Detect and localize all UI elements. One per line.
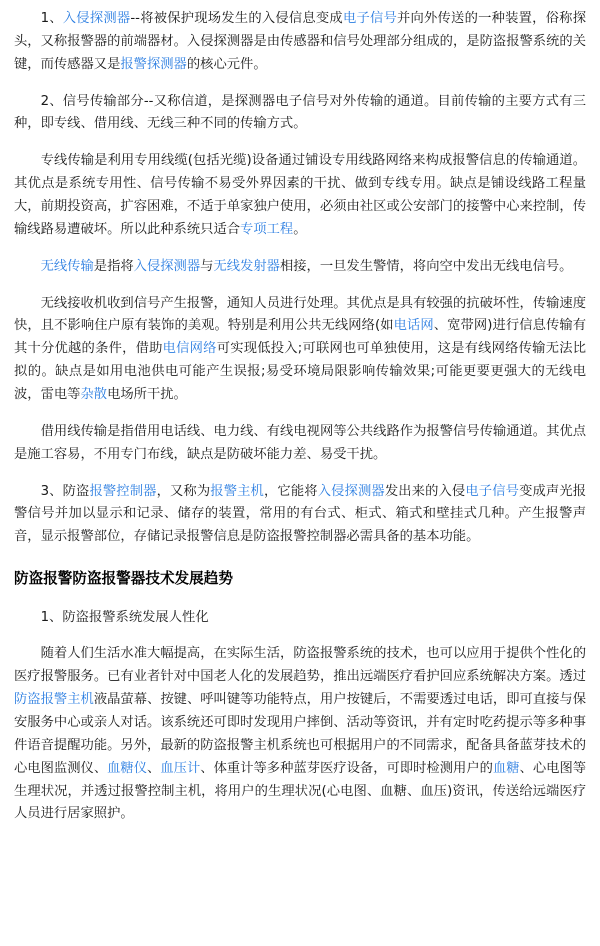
- p3-dedicated-line: [14, 150, 586, 241]
- p1-intrusion-detector: [14, 8, 586, 77]
- inline-link[interactable]: 报警主机: [210, 483, 264, 499]
- text-run: 2、信号传输部分--又称信道，是探测器电子信号对外传输的通道。目前传输的主要方式有三种，即专线、借用线、无线三种不同的传输方式。: [14, 93, 586, 132]
- text-run: 并向外传送的一种装置，俗称探头，又称报警器的前端器材。入侵探测器是由传感器和信号处理部分组成的，是防盗报警系统的关键，而传感器又是: [14, 11, 586, 72]
- text-run: --将被保护现场发生的入侵信息变成: [130, 11, 343, 26]
- inline-link[interactable]: 电信网络: [162, 341, 217, 357]
- inline-link[interactable]: 电话网: [393, 318, 434, 334]
- inline-link[interactable]: 电子信号: [342, 11, 397, 26]
- p7-control-host: [14, 481, 586, 550]
- p5-wireless-receiver: [14, 293, 586, 407]
- text-run: 电场所干扰。: [107, 387, 187, 403]
- text-run: 液晶萤幕、按键、呼叫键等功能特点，用户按键后，不需要透过电话，即可直接与保安服务中心或亲人对话。该系统还可即时发现用户摔倒、活动等资讯，并有定时吃药提示等多种事件语音提醒功能。另外，最新的防盗报警主机系统也可根据用户的不同需求，配备具备蓝芽技术的心电图监测仪、: [14, 692, 587, 776]
- text-run: ，它能将: [263, 483, 318, 499]
- inline-link[interactable]: 无线发射器: [213, 258, 280, 274]
- p8-personalized: [14, 643, 586, 826]
- text-run: 与: [200, 258, 214, 274]
- document-body-bottom: [14, 643, 586, 826]
- text-run: 、体重计等多种蓝芽医疗设备，可即时检测用户的: [200, 760, 493, 776]
- inline-link[interactable]: 防盗报警主机: [14, 692, 94, 708]
- text-run: 3、防盗: [40, 483, 90, 499]
- inline-link[interactable]: 入侵探测器: [317, 483, 385, 499]
- text-run: 的核心元件。: [186, 56, 267, 72]
- inline-link[interactable]: 专项工程: [240, 221, 294, 237]
- inline-link[interactable]: 入侵探测器: [133, 258, 201, 274]
- text-run: 是指将: [93, 258, 134, 274]
- text-run: 变成声光报警信号并加以显示和记录、储存的装置，常用的有台式、柜式、箱式和壁挂式几种。产生报警声音，显示报警部位，存储记录报警信息是防盗报警控制器必需具备的基本功能。: [14, 483, 587, 545]
- text-run: ，又称为: [156, 483, 211, 499]
- text-run: 、心电图等生理状况，并透过报警控制主机，将用户的生理状况(心电图、血糖、血压)资讯，传送给远端医疗人员进行居家照护。: [14, 760, 587, 822]
- inline-link[interactable]: 血糖: [492, 760, 520, 776]
- text-run: 、宽带网)进行信息传输有其十分优越的条件，借助: [14, 318, 587, 357]
- section-heading: 防盗报警防盗报警器技术发展趋势: [14, 570, 233, 588]
- inline-link[interactable]: 血糖仪: [107, 760, 148, 776]
- inline-link[interactable]: 血压计: [160, 760, 201, 776]
- text-run: 发出来的入侵: [384, 483, 466, 499]
- inline-link[interactable]: 无线传输: [40, 258, 94, 274]
- text-run: 。: [293, 221, 307, 237]
- p4-wireless-transmission: [14, 256, 586, 279]
- text-run: 无线接收机收到信号产生报警，通知人员进行处理。其优点是具有较强的抗破坏性，传输速度快，且不影响住户原有装饰的美观。特别是利用公共无线网络(如: [14, 295, 586, 334]
- text-run: 相接，一旦发生警情，将向空中发出无线电信号。: [279, 258, 573, 274]
- text-run: 随着人们生活水准大幅提高，在实际生活，防盗报警系统的技术，也可以应用于提供个性化的医疗报警服务。已有业者针对中国老人化的发展趋势，推出远端医疗看护回应系统解决方案。透过: [14, 646, 586, 685]
- text-run: 借用线传输是指借用电话线、电力线、有线电视网等公共线路作为报警信号传输通道。其优点是施工容易，不用专门布线，缺点是防破坏能力差、易受干扰。: [14, 423, 586, 462]
- inline-link[interactable]: 报警探测器: [120, 56, 187, 72]
- inline-link[interactable]: 报警控制器: [89, 483, 157, 499]
- inline-link[interactable]: 入侵探测器: [62, 11, 131, 26]
- document-body-top: [14, 8, 586, 549]
- inline-link[interactable]: 杂散: [80, 387, 108, 403]
- subsection-title: 1、防盗报警系统发展人性化: [40, 609, 209, 625]
- text-run: 专线传输是利用专用线缆(包括光缆)设备通过铺设专用线路网络来构成报警信息的传输通道。其优点是系统专用性、信号传输不易受外界因素的干扰、做到专线专用。缺点是铺设线路工程量大，前期投资高，扩容困难，不适于单家独户使用，必须由社区或公安部门的接警中心来控制，传输线路易遭破坏。所以此种系统只适合: [14, 153, 586, 237]
- text-run: 1、: [40, 11, 63, 26]
- p2-signal-transmission: [14, 91, 586, 137]
- p6-borrowed-line: [14, 421, 586, 467]
- text-run: 、: [147, 760, 161, 776]
- inline-link[interactable]: 电子信号: [465, 483, 520, 499]
- text-run: 可实现低投入;可联网也可单独使用，这是有线网络传输无法比拟的。缺点是如用电池供电可能产生误报;易受环境局限影响传输效果;可能更要更强大的无线电波，雷电等: [14, 341, 587, 403]
